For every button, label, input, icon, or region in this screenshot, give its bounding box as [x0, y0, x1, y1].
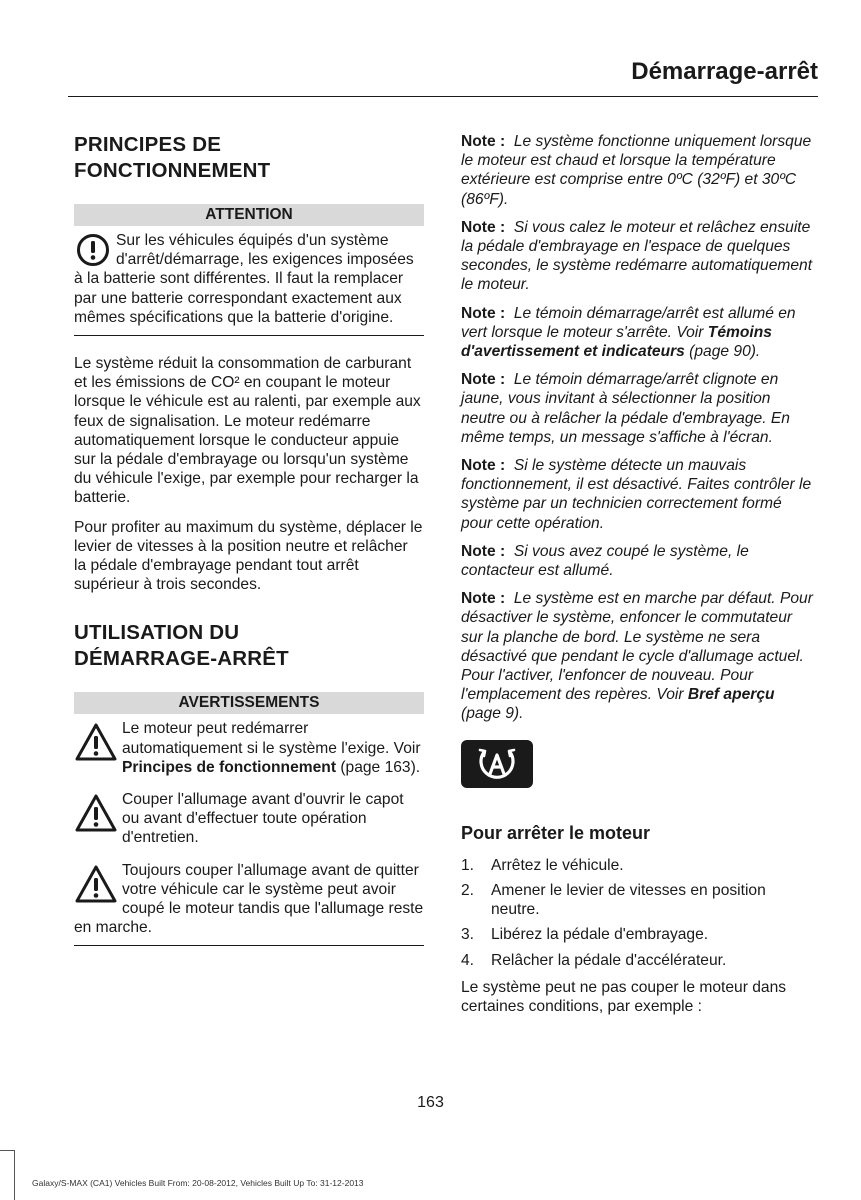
- attention-text: Sur les véhicules équipés d'un système d'arrêt/démarrage, les exigences imposées à la batterie sont différentes. Il faut la remplacer par une batterie correspondant exactement aux mêmes spécifications que la batterie d'origine.: [74, 232, 414, 326]
- note-label: Note :: [461, 590, 506, 608]
- cross-reference-link[interactable]: Témoins d'avertissement et indicateurs: [461, 323, 772, 361]
- note-text: Si vous calez le moteur et relâchez ensuite la pédale d'embrayage en l'espace de quelques secondes, le système redémarre automatiquement le moteur.: [461, 218, 813, 294]
- page-number: 163: [417, 1094, 444, 1111]
- note-text: Si vous avez coupé le système, le contacteur est allumé.: [461, 542, 749, 580]
- note-label: Note :: [461, 457, 506, 475]
- note-text: Le témoin démarrage/arrêt clignote en jaune, vous invitant à sélectionner la position neutre ou à relâcher la pédale d'embrayage. En même temps, un message s'affiche à l'écran.: [461, 371, 790, 446]
- warning-text: Toujours couper l'allumage avant de quitter votre véhicule car le système peut avoir coupé le moteur tandis que l'allumage reste en marche.: [74, 861, 424, 937]
- warning-text-part: Le moteur peut redémarrer automatiquement si le système l'exige. Voir: [122, 720, 421, 757]
- note-paragraph: [461, 218, 813, 295]
- warning-text-part: (page 163).: [336, 758, 421, 776]
- step-text: Amener le levier de vitesses en position neutre.: [491, 881, 766, 919]
- page-title: Démarrage-arrêt: [631, 58, 818, 85]
- step-number: 1.: [461, 856, 475, 874]
- section-title-line: PRINCIPES DE: [74, 133, 222, 156]
- attention-item: [74, 226, 424, 327]
- right-column: [461, 132, 813, 1026]
- section-title-line: DÉMARRAGE-ARRÊT: [74, 647, 289, 671]
- footer-text: Galaxy/S-MAX (CA1) Vehicles Built From: 20-08-2012, Vehicles Built Up To: 31-12-2013: [32, 1178, 364, 1188]
- note-paragraph: [461, 456, 813, 533]
- list-item: [461, 881, 813, 919]
- note-paragraph: [461, 304, 813, 362]
- note-paragraph: [461, 542, 813, 580]
- warning-triangle-icon: [74, 792, 118, 836]
- note-text: Le témoin démarrage/arrêt est allumé en vert lorsque le moteur s'arrête. Voir: [461, 304, 796, 341]
- attention-box: [74, 204, 424, 336]
- step-text: Libérez la pédale d'embrayage.: [491, 926, 709, 944]
- note-label: Note :: [461, 542, 506, 560]
- note-paragraph: [461, 132, 813, 209]
- body-paragraph: Pour profiter au maximum du système, déplacer le levier de vitesses à la position neutre et relâcher la pédale d'embrayage pendant tout arrêt supérieur à trois secondes.: [74, 518, 423, 594]
- note-text: (page 9).: [461, 705, 524, 723]
- warning-item: [74, 856, 424, 938]
- step-text: Relâcher la pédale d'accélérateur.: [491, 951, 727, 969]
- note-text: (page 90).: [684, 343, 761, 361]
- warning-text: [74, 719, 424, 777]
- attention-heading: ATTENTION: [74, 204, 424, 226]
- section-title-line: UTILISATION DU: [74, 621, 240, 645]
- list-item: [461, 951, 813, 970]
- warning-item: [74, 785, 424, 848]
- steps-list: [461, 856, 813, 970]
- step-number: 2.: [461, 881, 475, 899]
- warning-triangle-icon: [74, 721, 118, 765]
- step-text: Arrêtez le véhicule.: [491, 856, 624, 874]
- subheading: Pour arrêter le moteur: [461, 822, 651, 843]
- auto-start-stop-icon: [461, 740, 533, 788]
- note-text: Le système fonctionne uniquement lorsque le moteur est chaud et lorsque la température extérieure est comprise entre 0ºC (32ºF) et 30ºC (86ºF).: [461, 133, 812, 208]
- list-item: [461, 925, 813, 944]
- crop-mark: [0, 1150, 14, 1151]
- auto-start-stop-glyph: [475, 744, 519, 784]
- note-text: Si le système détecte un mauvais fonctionnement, il est désactivé. Faites contrôler le système par un technicien correctement formé pour cette opération.: [461, 457, 812, 532]
- note-paragraph: [461, 589, 813, 723]
- note-label: Note :: [461, 218, 506, 236]
- body-paragraph: Le système peut ne pas couper le moteur dans certaines conditions, par exemple :: [461, 978, 787, 1015]
- section-title-line: FONCTIONNEMENT: [74, 159, 271, 182]
- section-title-utilisation: [74, 620, 424, 672]
- cross-reference-link[interactable]: Bref aperçu: [687, 686, 775, 704]
- section-title-principes: [74, 132, 424, 184]
- attention-divider: [74, 335, 424, 336]
- warnings-box: [74, 692, 424, 946]
- step-number: 3.: [461, 926, 475, 944]
- cross-reference-link[interactable]: Principes de fonctionnement: [122, 758, 337, 776]
- note-text: Le système est en marche par défaut. Pour désactiver le système, enfoncer le commutateur sur la planche de bord. Le système ne sera désactivé que pendant le cycle d'allumage actuel. Pour l'activer, l'enfoncer de nouveau. Pour l'emplacement des repères. Voir: [461, 590, 813, 704]
- header-divider: [68, 96, 818, 97]
- crop-mark: [14, 1150, 15, 1200]
- note-label: Note :: [461, 133, 506, 150]
- note-label: Note :: [461, 371, 506, 389]
- left-column: [74, 132, 424, 946]
- warnings-divider: [74, 945, 424, 946]
- note-label: Note :: [461, 304, 506, 322]
- caution-circle-icon: [76, 233, 110, 267]
- list-item: [461, 856, 813, 875]
- warning-text: Couper l'allumage avant d'ouvrir le capot ou avant d'effectuer toute opération d'entretien.: [122, 791, 404, 847]
- warning-triangle-icon: [74, 863, 118, 907]
- step-number: 4.: [461, 951, 475, 969]
- warnings-heading: AVERTISSEMENTS: [74, 692, 424, 714]
- note-paragraph: [461, 370, 813, 447]
- warning-item: [74, 714, 424, 777]
- body-paragraph: Le système réduit la consommation de carburant et les émissions de CO² en coupant le moteur lorsque le véhicule est au ralenti, par exemple aux feux de signalisation. Le moteur redémarre automatiquement lorsque le conducteur appuie sur la pédale d'embrayage ou lorsqu'un système du véhicule l'exige, par exemple pour recharger la batterie.: [74, 355, 421, 507]
